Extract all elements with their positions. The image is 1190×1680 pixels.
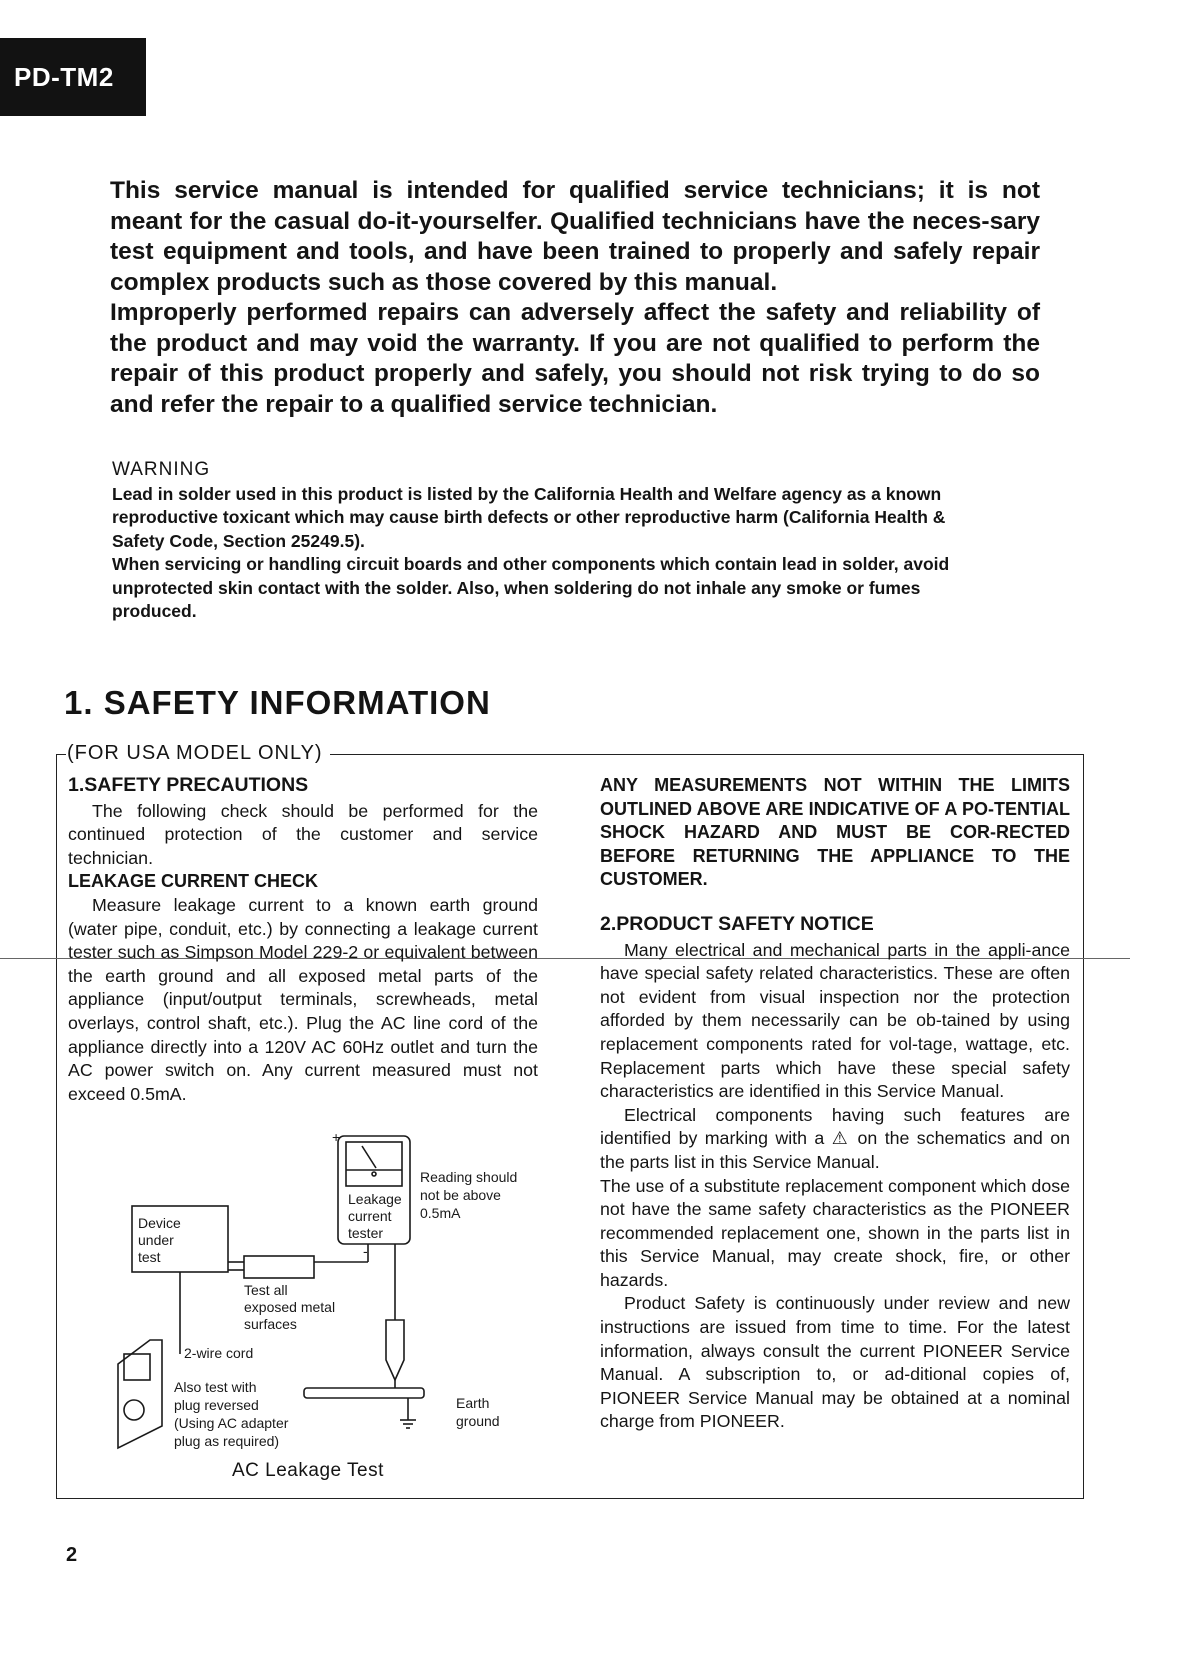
section-title: 1. SAFETY INFORMATION — [64, 684, 491, 721]
diagram-caption: AC Leakage Test — [232, 1460, 384, 1481]
surfaces-label-1: Test all — [244, 1282, 288, 1298]
paragraph-2-start: Electrical components having such features are identified by marking with a — [600, 1104, 1070, 1149]
outlet-plug — [124, 1354, 150, 1380]
safety-precautions-heading: 1.SAFETY PRECAUTIONS — [68, 774, 309, 796]
plug-note-1: Also test with — [174, 1379, 257, 1395]
surfaces-label-2: exposed metal — [244, 1299, 336, 1315]
tester-plus: + — [332, 1129, 341, 1145]
product-safety-paragraph-4: Product Safety is continuously under review and new instructions are issued from time to time. For the latest information, always consult the current PIONEER Service Manual. A subscription to, or ad-ditional copies of, PIONEER Service Manual may be obtained at a nominal charge from PIONEER. — [600, 1293, 1070, 1432]
caution-triangle-icon: ⚠ — [831, 1128, 851, 1149]
safety-precautions-intro: The following check should be performed for the continued protection of the customer and service technician. — [68, 800, 538, 868]
product-safety-paragraph-1: Many electrical and mechanical parts in the appli-ance have special safety related characteristics. These are often not evident from visual inspection nor the protection afforded by them necessarily can be ob-tained by using replacement components rated for vol-tage, wattage, etc. Replacement parts which have these special safety characteristics are identified in this Service Manual. — [600, 939, 1070, 1102]
reading-note-1: Reading should — [420, 1169, 518, 1185]
cord-label: 2-wire cord — [184, 1345, 254, 1361]
warning-title: WARNING — [112, 459, 211, 480]
tester-minus: - — [363, 1243, 368, 1259]
tester-label-1: Leakage — [348, 1191, 402, 1207]
product-safety-heading: 2.PRODUCT SAFETY NOTICE — [600, 912, 874, 935]
box-corner-rule — [56, 754, 66, 755]
intro-notice — [110, 176, 1040, 420]
warning-block — [112, 458, 962, 624]
model-tab: PD-TM2 — [0, 38, 146, 116]
paragraph-2-end: on the schematics and on the parts list in this Service Manual. — [600, 1128, 1070, 1172]
box-label: (FOR USA MODEL ONLY) — [67, 742, 323, 764]
intro-paragraph-2: Improperly performed repairs can adversely affect the safety and reliability of the product and may void the warranty. If you are not qualified to perform the repair of this product properly and safely, you should not risk trying to do so and refer the repair to a qualified service technician. — [110, 299, 1040, 418]
measurement-limits-notice: ANY MEASUREMENTS NOT WITHIN THE LIMITS OUTLINED ABOVE ARE INDICATIVE OF A PO-TENTIAL SHOCK HAZARD AND MUST BE COR-RECTED BEFORE RETURNING THE APPLIANCE TO THE CUSTOMER. — [600, 775, 1070, 890]
product-safety-paragraph-3: The use of a substitute replacement component which dose not have the same safety characteristics as the PIONEER recommended replacement one, shown in the parts list in this Service Manual, may create shock, fire, or other hazards. — [600, 1175, 1070, 1290]
reading-note-2: not be above — [420, 1187, 501, 1203]
warning-paragraph-1: Lead in solder used in this product is listed by the California Health and Welfare agency as a known reproductive toxicant which may cause birth defects or other reproductive harm (California Health & Safety Code, Section 25249.5). — [112, 483, 946, 551]
earth-label-1: Earth — [456, 1395, 490, 1411]
tester-label-3: tester — [348, 1225, 384, 1241]
page-number: 2 — [66, 1544, 78, 1566]
box-top-rule — [330, 754, 1084, 755]
device-label-3: test — [138, 1249, 161, 1265]
plug-note-3: (Using AC adapter — [174, 1415, 289, 1431]
device-label-2: under — [138, 1232, 174, 1248]
warning-paragraph-2: When servicing or handling circuit boards and other components which contain lead in solder, avoid unprotected skin contact with the solder. Also, when soldering do not inhale any smoke or fumes produced. — [112, 554, 950, 621]
tester-label-2: current — [348, 1208, 392, 1224]
safety-precautions-column — [68, 774, 538, 1106]
plug-note-4: plug as required) — [174, 1433, 280, 1449]
outlet-socket — [124, 1400, 144, 1420]
reading-note-3: 0.5mA — [420, 1205, 461, 1221]
tester-needle — [362, 1146, 376, 1168]
earth-label-2: ground — [456, 1413, 500, 1429]
product-safety-column — [600, 774, 1070, 1434]
intro-paragraph-1: This service manual is intended for qualified service technicians; it is not meant for the casual do-it-yourselfer. Qualified technicians have the neces-sary test equipment and tools, and have been trained to properly and safely repair complex products such as those covered by this manual. — [110, 177, 1040, 296]
product-safety-paragraph-2 — [600, 1104, 1070, 1175]
plug-note-2: plug reversed — [174, 1397, 259, 1413]
earth-rod — [304, 1388, 424, 1398]
ground-probe — [386, 1320, 404, 1380]
leakage-check-heading: LEAKAGE CURRENT CHECK — [68, 871, 319, 892]
surfaces-label-3: surfaces — [244, 1316, 297, 1332]
leakage-check-body: Measure leakage current to a known earth ground (water pipe, conduit, etc.) by connecting a leakage current tester such as Simpson Model 229-2 or equivalent between the earth ground and all exposed metal parts of the appliance (input/output terminals, screwheads, metal overlays, control shaft, etc.). Plug the AC line cord of the appliance directly into a 120V AC 60Hz outlet and turn the AC power switch on. Any current measured must not exceed 0.5mA. — [68, 894, 538, 1104]
ac-leakage-test-diagram — [110, 1128, 570, 1458]
tester-pivot — [372, 1172, 376, 1176]
test-probe — [244, 1256, 314, 1278]
device-label-1: Device — [138, 1215, 181, 1231]
